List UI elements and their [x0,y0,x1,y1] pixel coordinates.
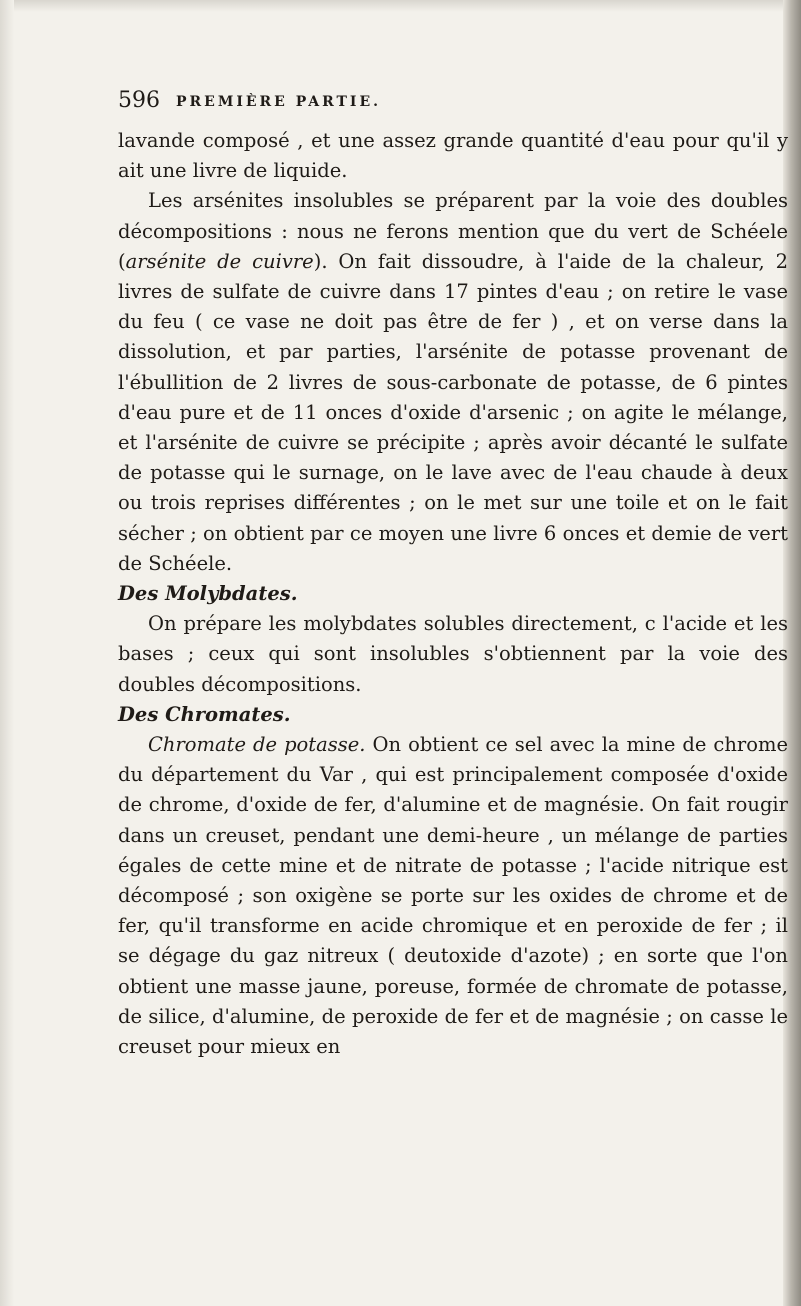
page-number: 596 [118,88,160,113]
page-body [118,126,788,1062]
running-head: PREMIÈRE PARTIE. [176,94,382,110]
chromate-de-potasse-term: Chromate de potasse. [148,733,366,757]
section-heading-chromates: Des Chromates. [118,702,291,726]
chromate-text: On obtient ce sel avec la mine de chrome du département du Var , qui est principalement composée d'oxide de chrome, d'oxide de fer, d'alumine et de magnésie. On fait rougir dans un creuset, pendant une demi-heure , un mélange de parties égales de cette mine et de nitrate de potasse ; l'acide nitrique est décomposé ; son oxigène se porte sur les oxides de chrome et de fer, qu'il transforme en acide chromique et en peroxide de fer ; il se dégage du gaz nitreux ( deutoxide d'azote) ; en sorte que l'on obtient une masse jaune, poreuse, formée de chromate de potasse, de silice, d'alumine, de peroxide de fer et de magnésie ; on casse le creuset pour mieux en [118,733,788,1059]
paragraph-chromate-de-potasse [118,730,788,1062]
paragraph-arsenites [118,186,788,579]
book-page [118,88,788,1062]
paragraph-continuation: lavande composé , et une assez grande quantité d'eau pour qu'il y ait une livre de liquide. [118,129,788,183]
section-heading-molybdates: Des Molybdates. [118,582,298,606]
arsenites-text-a: Les arsénites insolubles se préparent par la voie des doubles décompositions : nous ne ferons mention que du vert de Schéele ( [118,189,788,273]
arsenite-de-cuivre-term: arsénite de cuivre [125,249,314,273]
page-top-edge [0,0,801,12]
arsenites-text-b: ). On fait dissoudre, à l'aide de la chaleur, 2 livres de sulfate de cuivre dans 17 pintes d'eau ; on retire le vase du feu ( ce vase ne doit pas être de fer ) , et on verse dans la dissolution, et par parties, l'arsénite de potasse provenant de l'ébullition de 2 livres de sous-carbonate de potasse, de 6 pintes d'eau pure et de 11 onces d'oxide d'arsenic ; on agite le mélange, et l'arsénite de cuivre se précipite ; après avoir décanté le sulfate de potasse qui le surnage, on le lave avec de l'eau chaude à deux ou trois reprises différentes ; on le met sur une toile et on le fait sécher ; on obtient par ce moyen une livre 6 onces et demie de vert de Schéele. [118,249,788,575]
page-header [118,88,788,126]
paragraph-molybdates: On prépare les molybdates solubles directement, c l'acide et les bases ; ceux qui sont insolubles s'obtiennent par la voie des doubles décompositions. [118,612,788,696]
page-left-edge [0,0,14,1306]
